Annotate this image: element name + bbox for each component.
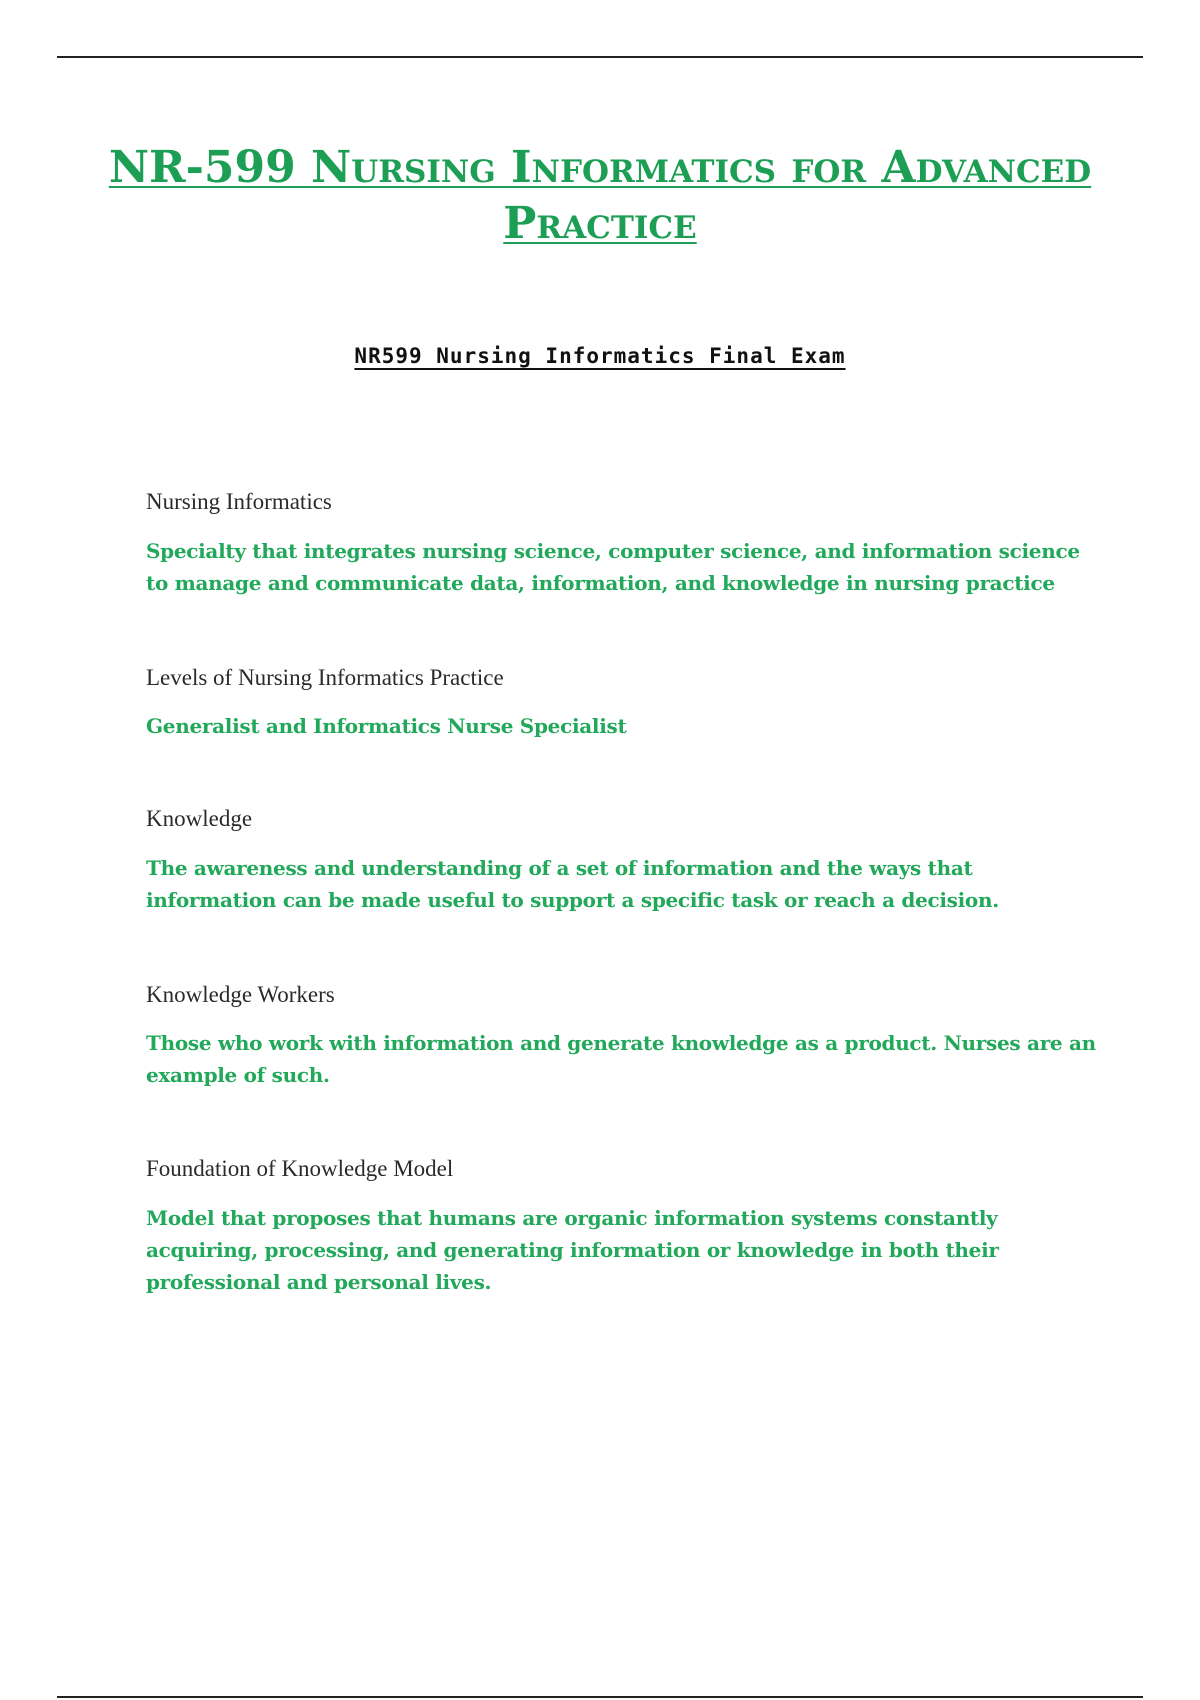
page-title-text: NR-599 Nursing Informatics for Advanced Practice bbox=[108, 142, 1092, 249]
entry-definition: Model that proposes that humans are organic information systems constantly acquiring, processing, and generating information or knowledge in both their professional and personal lives. bbox=[146, 1206, 999, 1294]
entry-definition: Generalist and Informatics Nurse Specialist bbox=[146, 714, 627, 738]
page-subtitle-text: NR599 Nursing Informatics Final Exam bbox=[354, 344, 846, 368]
entry-definition: The awareness and understanding of a set of information and the ways that information can be made useful to support a specific task or reach a decision. bbox=[146, 856, 999, 912]
entry-term: Levels of Nursing Informatics Practice bbox=[146, 665, 504, 690]
page-subtitle bbox=[100, 344, 1100, 368]
entry-term: Foundation of Knowledge Model bbox=[146, 1156, 454, 1181]
entry-term: Nursing Informatics bbox=[146, 489, 332, 514]
page-title bbox=[100, 140, 1100, 252]
entry-definition: Specialty that integrates nursing science, computer science, and information science to manage and communicate data, information, and knowledge in nursing practice bbox=[146, 539, 1080, 595]
entry-definition: Those who work with information and generate knowledge as a product. Nurses are an example of such. bbox=[146, 1031, 1096, 1087]
entry-term: Knowledge bbox=[146, 806, 253, 831]
entry-term: Knowledge Workers bbox=[146, 982, 335, 1007]
top-rule bbox=[57, 56, 1143, 58]
bottom-rule bbox=[57, 1696, 1143, 1698]
